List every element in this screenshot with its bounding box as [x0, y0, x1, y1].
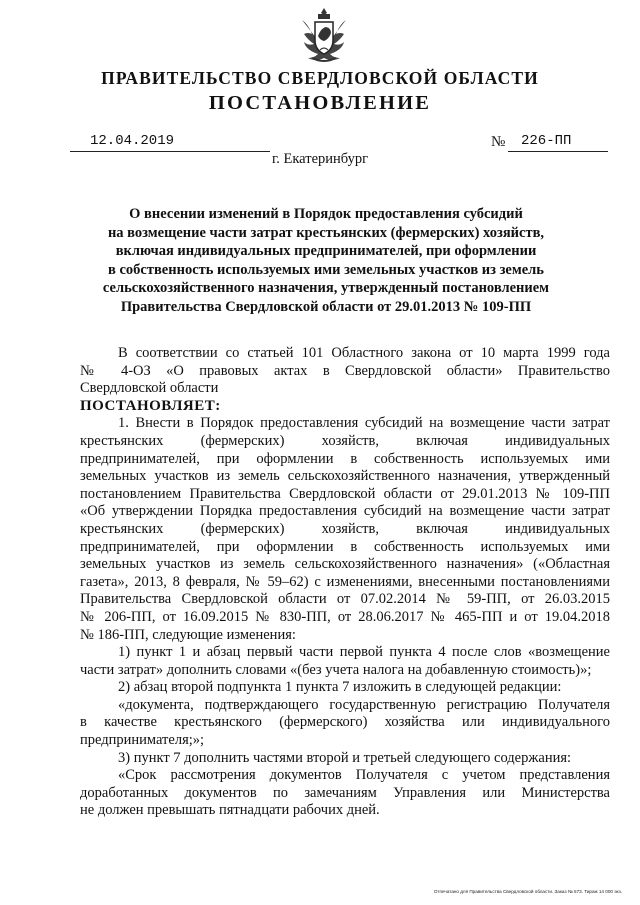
- title-line: Правительства Свердловской области от 29.01.2013 № 109-ПП: [120, 298, 532, 315]
- decides-heading: ПОСТАНОВЛЯЕТ:: [80, 397, 221, 414]
- title-line: на возмещение части затрат крестьянских (фермерских) хозяйств,: [107, 224, 545, 241]
- decree-number: 226-ПП: [521, 133, 572, 149]
- title-line: в собственность используемых ими земельных участков из земель: [108, 261, 544, 278]
- document-type: ПОСТАНОВЛЕНИЕ: [208, 92, 432, 114]
- item1-line: 1. Внести в Порядок предоставления субсидий на возмещение части затрат: [118, 415, 610, 432]
- subitem3-line: 3) пункт 7 дополнить частями второй и третьей следующего содержания:: [118, 749, 572, 766]
- quote3-line: «Срок рассмотрения документов Получателя с учетом представления: [118, 767, 610, 784]
- item1-line: крестьянских (фермерских) хозяйств, включая индивидуальных: [80, 520, 610, 537]
- item1-line: земельных участков из земель сельскохозяйственного назначения, утвержденный: [80, 468, 610, 485]
- print-imprint: Отпечатано для Правительства Свердловской области. Заказ № 573. Тираж 14 000 экз.: [433, 889, 622, 894]
- subitem1-line: части затрат» дополнить словами «(без учета налога на добавленную стоимость)»;: [80, 661, 592, 678]
- item1-line: «Об утверждении Порядка предоставления субсидий на возмещение части затрат: [80, 503, 610, 520]
- number-sign: №: [491, 134, 506, 150]
- item1-line: постановлением Правительства Свердловской области от 29.01.2013 № 109-ПП: [80, 485, 610, 502]
- subitem1-line: 1) пункт 1 и абзац первый части первой пункта 4 после слов «возмещение: [118, 644, 610, 661]
- quote2-line: предпринимателя;»;: [80, 732, 205, 749]
- preamble-line: Свердловской области: [80, 380, 219, 397]
- item1-line: Правительства Свердловской области от 07.02.2014 № 59-ПП, от 26.03.2015: [80, 591, 610, 608]
- decree-title: [90, 205, 562, 316]
- government-name: ПРАВИТЕЛЬСТВО СВЕРДЛОВСКОЙ ОБЛАСТИ: [101, 68, 539, 88]
- title-line: О внесении изменений в Порядок предоставления субсидий: [129, 206, 523, 222]
- decree-date: 12.04.2019: [90, 133, 175, 149]
- decree-body: [80, 345, 610, 820]
- title-line: сельскохозяйственного назначения, утвержденный постановлением: [102, 280, 550, 296]
- subitem2-line: 2) абзац второй подпункта 1 пункта 7 изложить в следующей редакции:: [118, 679, 562, 696]
- item1-line: земельных участков из земель сельскохозяйственного назначения» («Областная: [80, 556, 610, 573]
- item1-line: предпринимателей, при оформлении в собственность используемых ими: [80, 450, 610, 467]
- preamble-line: № 4-ОЗ «О правовых актах в Свердловской области» Правительство: [80, 362, 610, 379]
- quote3-line: не должен превышать пятнадцати рабочих дней.: [80, 802, 380, 819]
- title-line: включая индивидуальных предпринимателей, при оформлении: [115, 243, 537, 259]
- item1-line: крестьянских (фермерских) хозяйств, включая индивидуальных: [80, 432, 610, 449]
- coat-of-arms-emblem: [298, 6, 350, 66]
- quote3-line: доработанных документов по замечаниям Управления или Министерства: [80, 784, 610, 801]
- quote2-line: «документа, подтверждающего государственную регистрацию Получателя: [118, 696, 610, 713]
- item1-line: газета», 2013, 8 февраля, № 59–62) с изменениями, внесенными постановлениями: [80, 573, 610, 590]
- item1-line: предпринимателей, при оформлении в собственность используемых ими: [80, 538, 610, 555]
- item1-line: № 206-ПП, от 16.09.2015 № 830-ПП, от 28.06.2017 № 465-ПП и от 19.04.2018: [80, 608, 610, 625]
- quote2-line: в качестве крестьянского (фермерского) хозяйства или индивидуального: [80, 714, 610, 731]
- item1-line: № 186-ПП, следующие изменения:: [80, 626, 296, 643]
- preamble-line: В соответствии со статьей 101 Областного закона от 10 марта 1999 года: [118, 345, 610, 361]
- city: г. Екатеринбург: [271, 151, 369, 167]
